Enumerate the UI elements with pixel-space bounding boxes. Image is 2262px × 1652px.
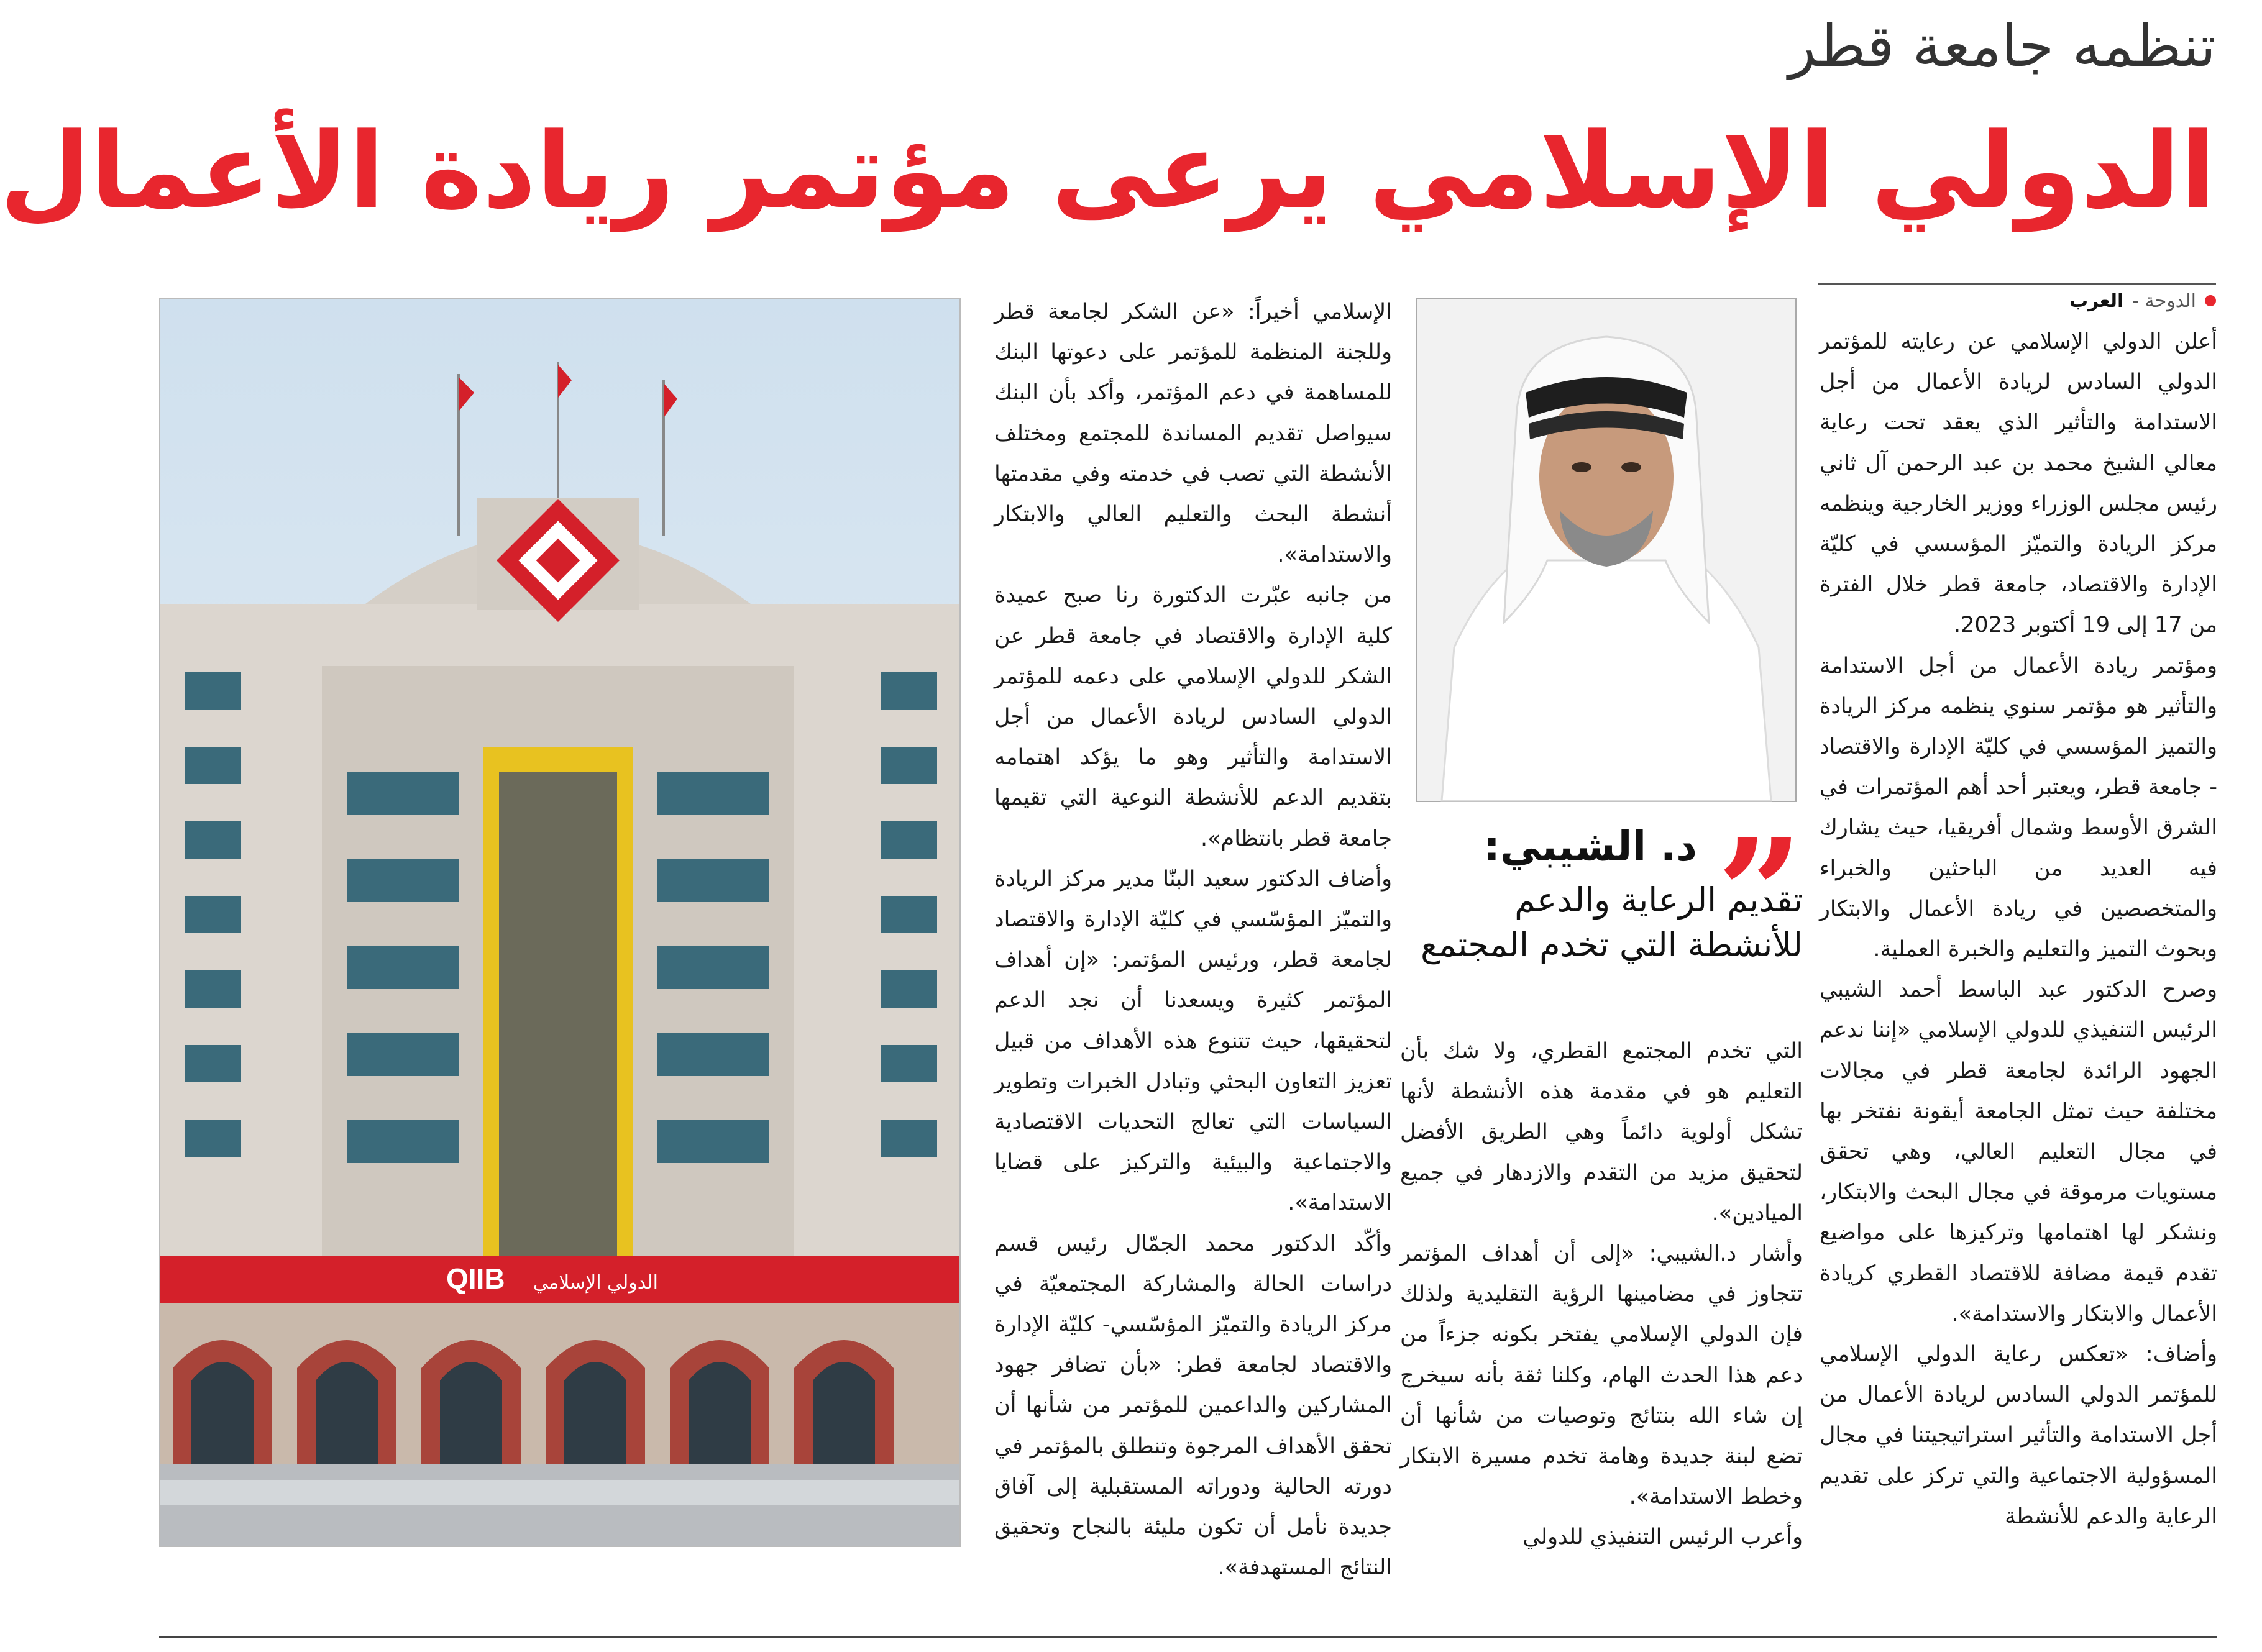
- dateline-city: الدوحة -: [2132, 290, 2196, 312]
- article-kicker: تنظمه جامعة قطر: [1788, 13, 2216, 80]
- paragraph: وأشار د.الشيبي: «إلى أن أهداف المؤتمر تتجاوز في مضامينها الرؤية التقليدية ولذلك فإن الدولي الإسلامي يفتخر بكونه جزءاً من دعم هذا الحدث الهام، وكلنا ثقة بأنه سيخرج إن شاء الله بنتائج وتوصيات من شأنها أن تضع لبنة جديدة وهامة تخدم مسيرة الابتكار وخطط الاستدامة».: [1400, 1241, 1803, 1510]
- publication-logo: العرب: [2069, 290, 2124, 312]
- dateline: [1818, 283, 2216, 316]
- bank-sign-arabic: الدولي الإسلامي: [533, 1272, 658, 1294]
- quote-mark-icon: ”: [1716, 806, 1803, 981]
- article-headline: الدولي الإسلامي يرعى مؤتمر ريادة الأعمال: [0, 110, 2216, 232]
- article-column-middle: [1400, 1031, 1803, 1566]
- article-column-right: [1820, 322, 2217, 1564]
- paragraph: التي تخدم المجتمع القطري، ولا شك بأن التعليم هو في مقدمة هذه الأنشطة لأنها تشكل أولوية دائماً وهي الطريق الأفضل لتحقيق مزيد من التقدم والازدهار في جميع الميادين».: [1400, 1039, 1803, 1226]
- bank-building-photo: [159, 298, 961, 1547]
- paragraph: من جانبه عبّرت الدكتورة رنا صبح عميدة كلية الإدارة والاقتصاد في جامعة قطر عن الشكر للدولي الإسلامي على دعمه للمؤتمر الدولي السادس لريادة الأعمال من أجل الاستدامة والتأثير وهو ما يؤكد اهتمامه بتقديم الدعم للأنشطة النوعية التي تقيمها جامعة قطر بانتظام».: [994, 583, 1392, 851]
- paragraph: أعلن الدولي الإسلامي عن رعايته للمؤتمر الدولي السادس لريادة الأعمال من أجل الاستدامة والتأثير الذي يعقد تحت رعاية معالي الشيخ محمد بن عبد الرحمن آل ثاني رئيس مجلس الوزراء ووزير الخارجية وينظمه مركز الريادة والتميّز المؤسسي في كليّة الإدارة والاقتصاد، جامعة قطر خلال الفترة من 17 إلى 19 أكتوبر 2023.: [1820, 329, 2217, 638]
- page-bottom-rule: [159, 1636, 2217, 1638]
- bank-sign-latin: QIIB: [446, 1262, 505, 1295]
- paragraph: وأكّد الدكتور محمد الجمّال رئيس قسم دراسات الحالة والمشاركة المجتمعيّة في مركز الريادة والتميّز المؤسّسي- كليّة الإدارة والاقتصاد لجامعة قطر: «بأن تضافر جهود المشاركين والداعمين للمؤتمر من شأنها أن تحقق الأهداف المرجوة وتنطلق بالمؤتمر في دورته الحالية ودوراته المستقبلية إلى آفاق جديدة نأمل أن تكون مليئة بالنجاح وتحقيق النتائج المستهدفة».: [994, 1231, 1392, 1581]
- paragraph: وأضاف: «تعكس رعاية الدولي الإسلامي للمؤتمر الدولي السادس لريادة الأعمال من أجل الاستدامة والتأثير استراتيجيتنا في مجال المسؤولية الاجتماعية والتي تركز على تقديم الرعاية والدعم للأنشطة: [1820, 1342, 2217, 1529]
- article-column-left: [994, 292, 1392, 1581]
- bullet-dot-icon: [2205, 295, 2216, 306]
- paragraph: وصرح الدكتور عبد الباسط أحمد الشيبي الرئيس التنفيذي للدولي الإسلامي «إننا ندعم الجهود الرائدة لجامعة قطر في مجالات مختلفة حيث تمثل الجامعة أيقونة نفتخر بها في مجال التعليم العالي، وهي تحقق مستويات مرموقة في مجال البحث والابتكار، ونشكر لها اهتمامها وتركيزها على مواضيع تقدم قيمة مضافة للاقتصاد القطري كريادة الأعمال والابتكار والاستدامة».: [1820, 977, 2217, 1326]
- portrait-photo: [1416, 298, 1797, 802]
- pull-quote-name: د. الشيبي:: [1483, 823, 1697, 870]
- paragraph: وأعرب الرئيس التنفيذي للدولي: [1522, 1525, 1803, 1550]
- paragraph: الإسلامي أخيراً: «عن الشكر لجامعة قطر وللجنة المنظمة للمؤتمر على دعوتها البنك للمساهمة في دعم المؤتمر، وأكد بأن البنك سيواصل تقديم المساندة للمجتمع ومختلف الأنشطة التي تصب في خدمته وفي مقدمتها أنشطة البحث والتعليم العالي والابتكار والاستدامة».: [994, 299, 1392, 568]
- paragraph: وأضاف الدكتور سعيد البنّا مدير مركز الريادة والتميّز المؤسّسي في كليّة الإدارة والاقتصاد لجامعة قطر، ورئيس المؤتمر: «إن أهداف المؤتمر كثيرة ويسعدنا أن نجد الدعم لتحقيقها، حيث تتنوع هذه الأهداف من قبيل تعزيز التعاون البحثي وتبادل الخبرات وتطوير السياسات التي تعالج التحديات الاقتصادية والاجتماعية والبيئية والتركيز على قضايا الاستدامة».: [994, 866, 1392, 1216]
- pull-quote: [1400, 806, 1803, 1005]
- pull-quote-text: تقديم الرعاية والدعم للأنشطة التي تخدم المجتمع: [1421, 880, 1803, 964]
- paragraph: ومؤتمر ريادة الأعمال من أجل الاستدامة والتأثير هو مؤتمر سنوي ينظمه مركز الريادة والتميز المؤسسي في كليّة الإدارة والاقتصاد - جامعة قطر، ويعتبر أحد أهم المؤتمرات في الشرق الأوسط وشمال أفريقيا، حيث يشارك فيه العديد من الباحثين والخبراء والمتخصصين في ريادة الأعمال والابتكار وبحوث التميز والتعليم والخبرة العملية.: [1820, 653, 2217, 962]
